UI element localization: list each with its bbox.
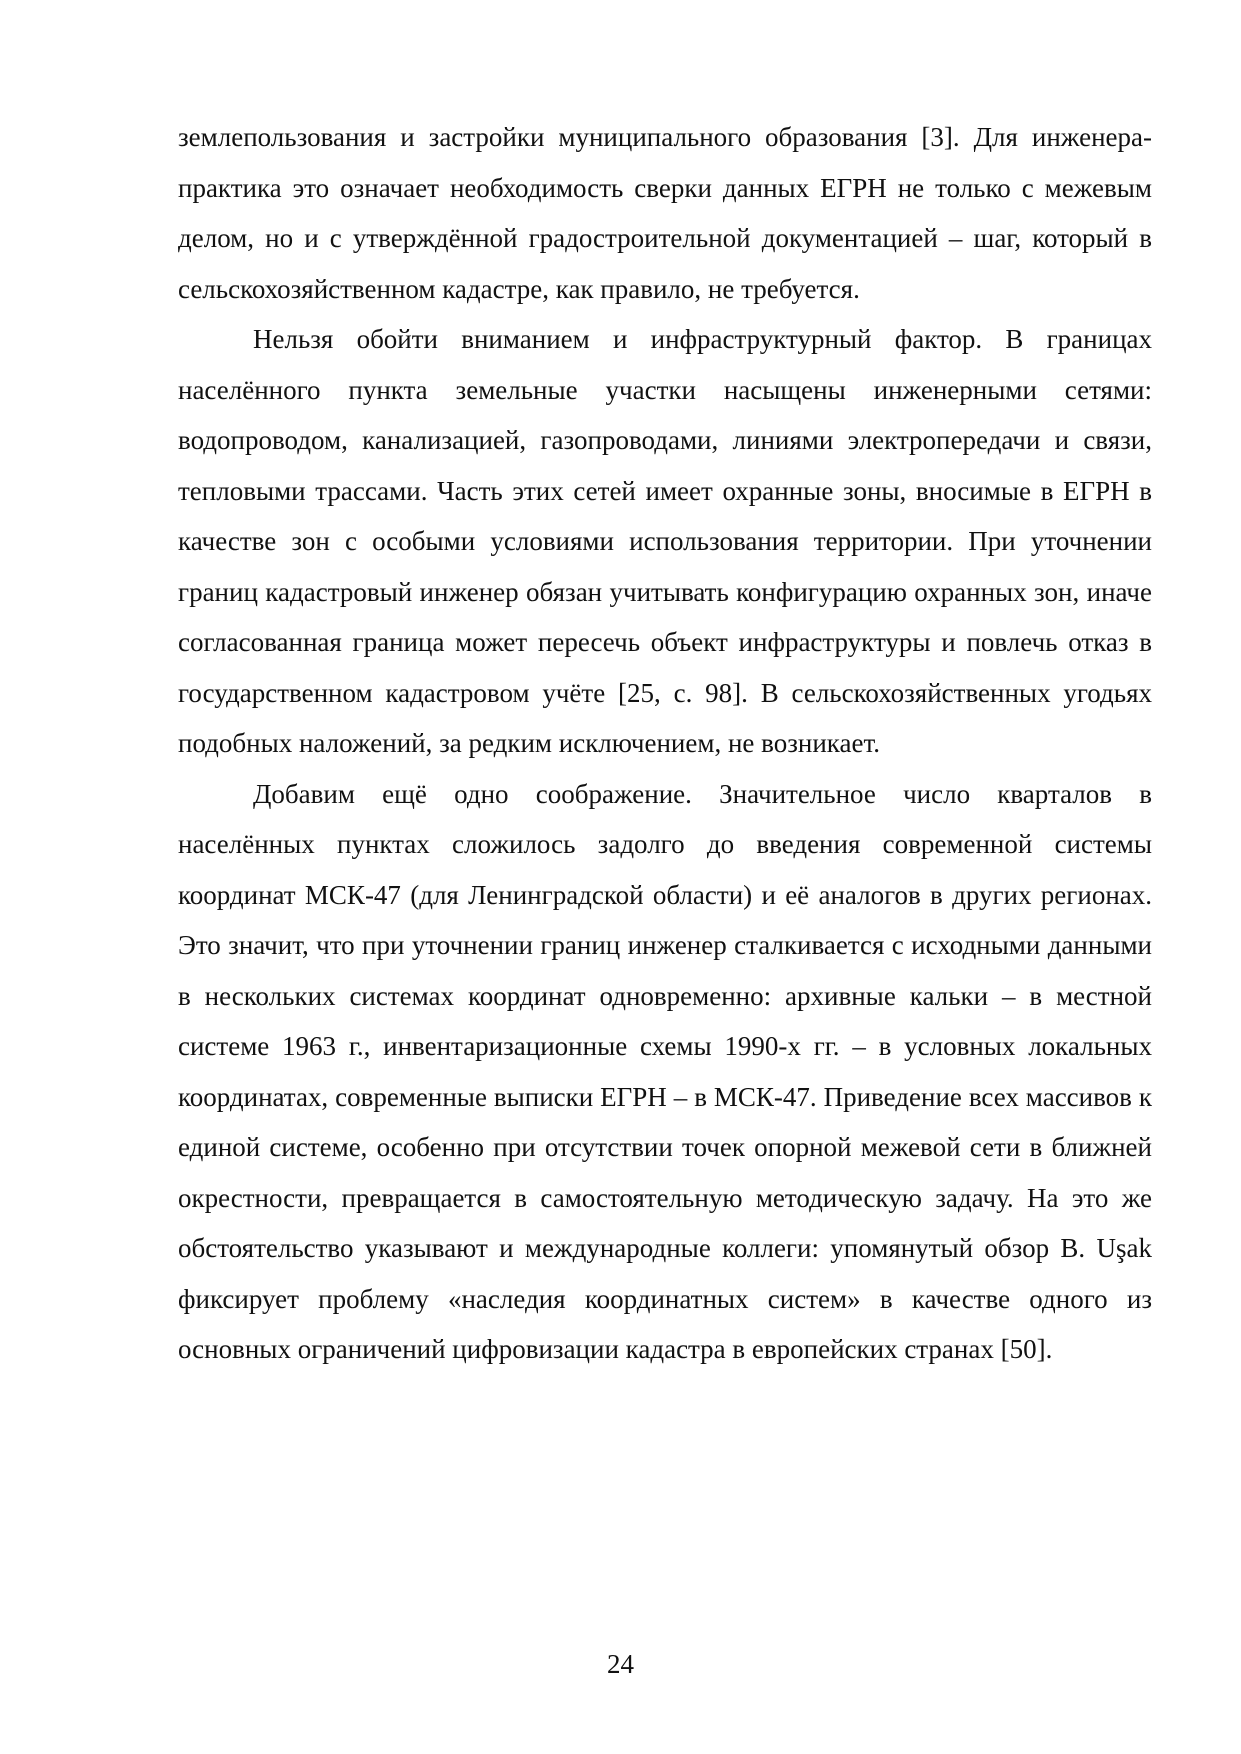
paragraph-infrastructure-factor: Нельзя обойти вниманием и инфраструктурный фактор. В границах населённого пункта земельные участки насыщены инженерными сетями: водопроводом, канализацией, газопроводами, линиями электропередачи и связи, тепловыми трассами. Часть этих сетей имеет охранные зоны, вносимые в ЕГРН в качестве зон с особыми условиями использования территории. При уточнении границ кадастровый инженер обязан учитывать конфигурацию охранных зон, иначе согласованная граница может пересечь объект инфраструктуры и повлечь отказ в государственном кадастровом учёте [25, с. 98]. В сельскохозяйственных угодьях подобных наложений, за редким исключением, не возникает.: [178, 324, 1152, 758]
page-number: 24: [607, 1649, 634, 1679]
page-body: [178, 112, 1152, 1375]
paragraph-continuation: землепользования и застройки муниципального образования [3]. Для инженера-практика это означает необходимость сверки данных ЕГРН не только с межевым делом, но и с утверждённой градостроительной документацией – шаг, который в сельскохозяйственном кадастре, как правило, не требуется.: [178, 122, 1152, 304]
paragraph-coordinate-systems: Добавим ещё одно соображение. Значительное число кварталов в населённых пунктах сложилось задолго до введения современной системы координат МСК-47 (для Ленинградской области) и её аналогов в других регионах. Это значит, что при уточнении границ инженер сталкивается с исходными данными в нескольких системах координат одновременно: архивные кальки – в местной системе 1963 г., инвентаризационные схемы 1990-х гг. – в условных локальных координатах, современные выписки ЕГРН – в МСК-47. Приведение всех массивов к единой системе, особенно при отсутствии точек опорной межевой сети в ближней окрестности, превращается в самостоятельную методическую задачу. На это же обстоятельство указывают и международные коллеги: упомянутый обзор B. Uşak фиксирует проблему «наследия координатных систем» в качестве одного из основных ограничений цифровизации кадастра в европейских странах [50].: [178, 778, 1152, 1364]
